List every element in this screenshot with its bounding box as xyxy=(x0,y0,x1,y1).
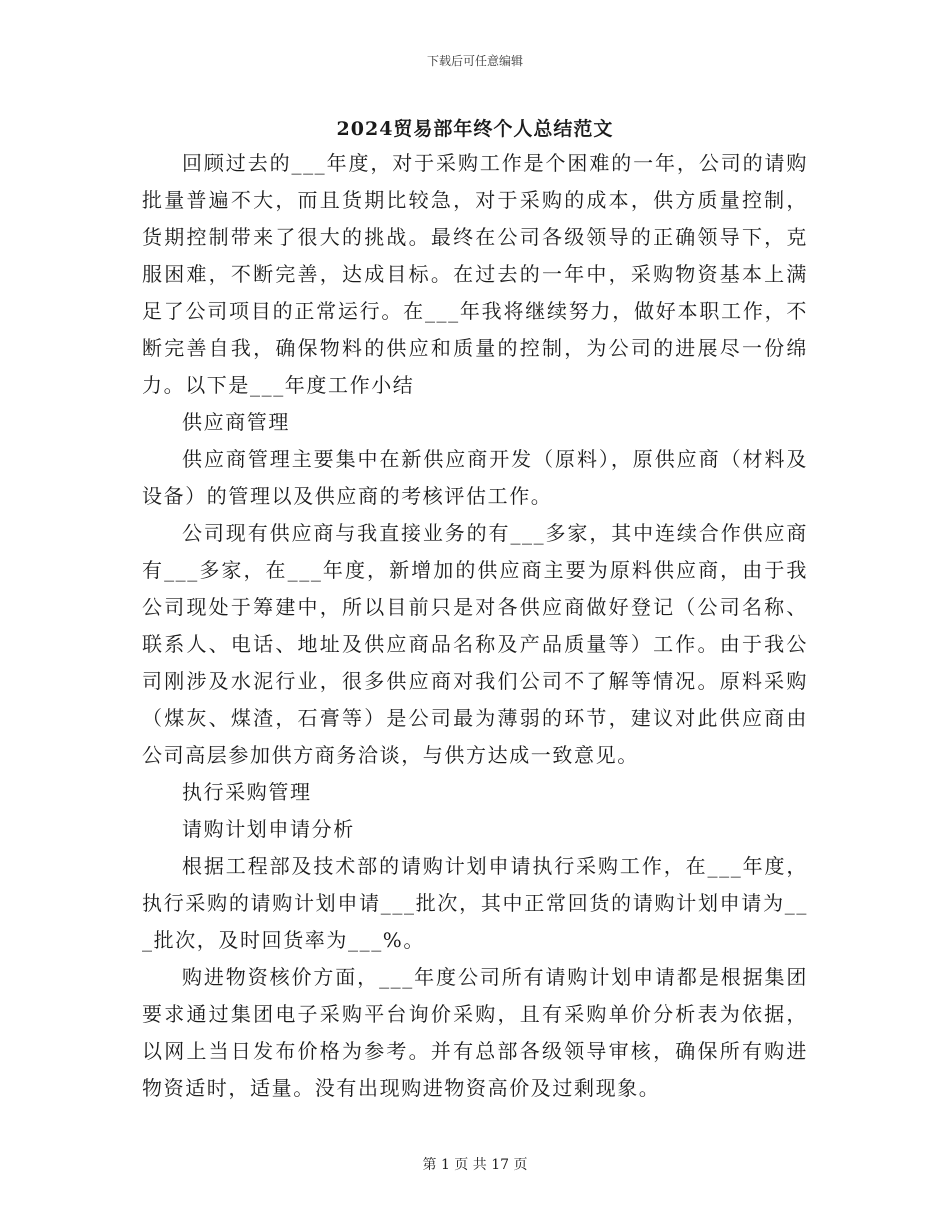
document-title: 2024贸易部年终个人总结范文 xyxy=(336,118,614,140)
section-heading-supplier-management: 供应商管理 xyxy=(182,410,290,434)
page-header: 下载后可任意编辑 xyxy=(426,54,523,68)
paragraph-supplier-status: 公司现有供应商与我直接业务的有___多家，其中连续合作供应商有___多家，在___年度，新增加的供应商主要为原料供应商，由于我公司现处于筹建中，所以目前只是对各供应商做好登记（公司名称、联系人、电话、地址及供应商品名称及产品质量等）工作。由于我公司刚涉及水泥行业，很多供应商对我们公司不了解等情况。原料采购（煤灰、煤渣，石膏等）是公司最为薄弱的环节，建议对此供应商由公司高层参加供方商务洽谈，与供方达成一致意见。 xyxy=(142,521,808,767)
paragraph-requisition-stats: 根据工程部及技术部的请购计划申请执行采购工作，在___年度，执行采购的请购计划申请___批次，其中正常回货的请购计划申请为___批次，及时回货率为___%。 xyxy=(142,854,808,952)
section-heading-procurement-execution: 执行采购管理 xyxy=(182,780,312,804)
subsection-heading-requisition-analysis: 请购计划申请分析 xyxy=(182,817,355,841)
paragraph-supplier-scope: 供应商管理主要集中在新供应商开发（原料），原供应商（材料及设备）的管理以及供应商的考核评估工作。 xyxy=(142,447,808,508)
document-body xyxy=(142,145,808,1107)
paragraph-intro: 回顾过去的___年度，对于采购工作是个困难的一年，公司的请购批量普遍不大，而且货期比较急，对于采购的成本，供方质量控制，货期控制带来了很大的挑战。最终在公司各级领导的正确领导下，克服困难，不断完善，达成目标。在过去的一年中，采购物资基本上满足了公司项目的正常运行。在___年我将继续努力，做好本职工作，不断完善自我，确保物料的供应和质量的控制，为公司的进展尽一份绵力。以下是___年度工作小结 xyxy=(142,151,808,397)
page-footer: 第 1 页 共 17 页 xyxy=(422,1157,528,1173)
paragraph-price-verification: 购进物资核价方面，___年度公司所有请购计划申请都是根据集团要求通过集团电子采购平台询价采购，且有采购单价分析表为依据，以网上当日发布价格为参考。并有总部各级领导审核，确保所有购进物资适时，适量。没有出现购进物资高价及过剩现象。 xyxy=(142,965,808,1100)
